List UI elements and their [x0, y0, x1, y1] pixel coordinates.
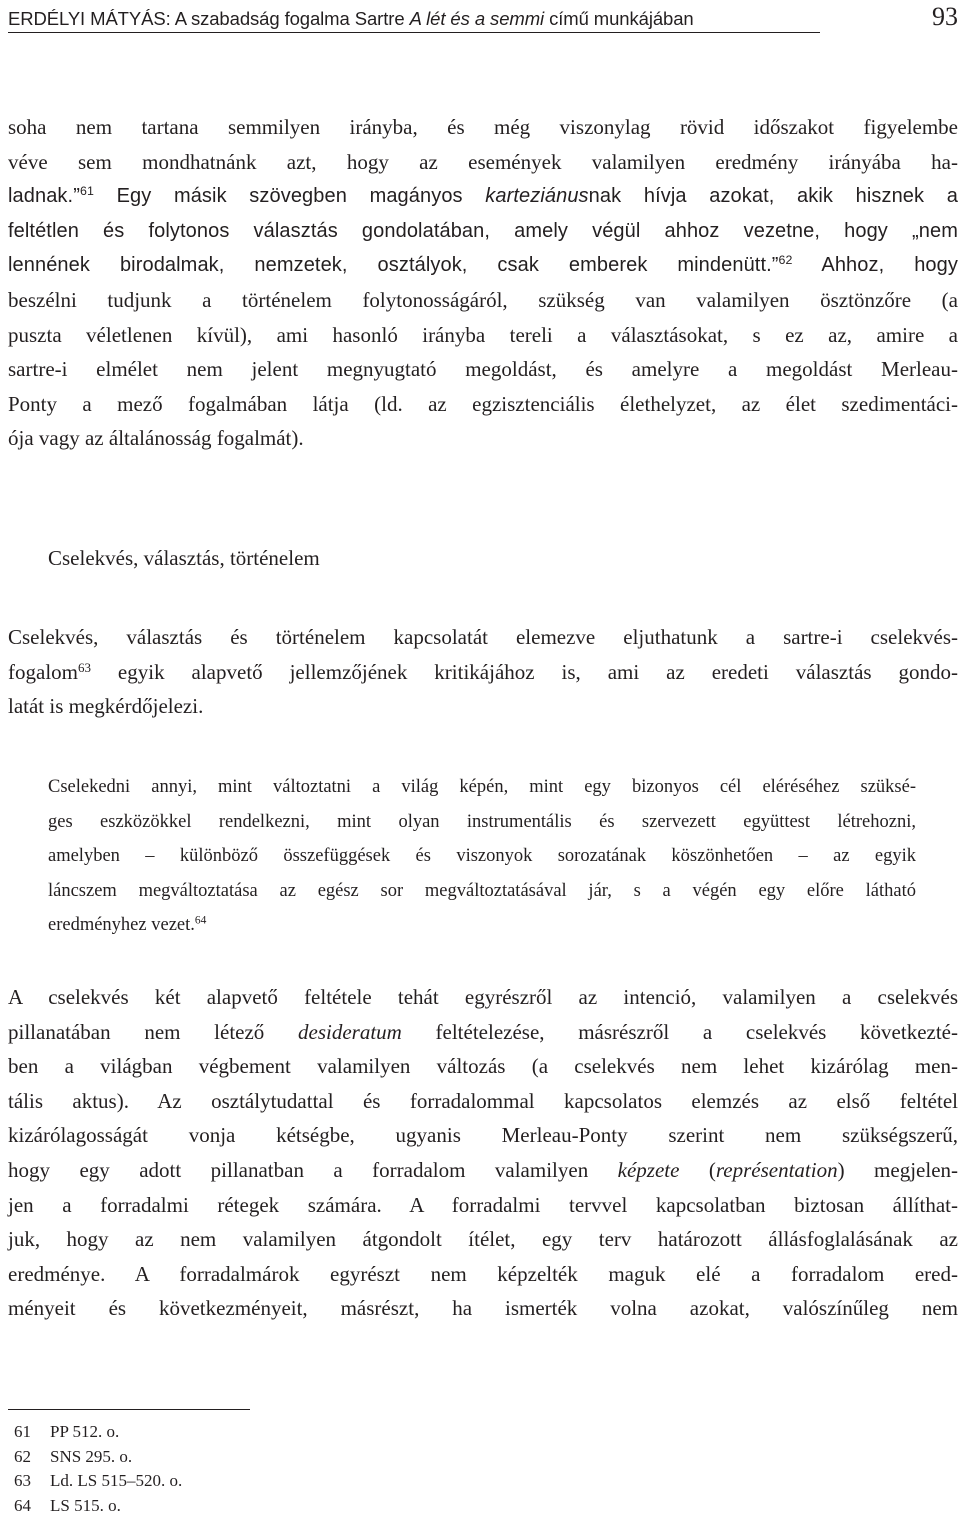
footnote — [14, 1494, 182, 1519]
text-line: A cselekvés két alapvető feltétele tehát egyrészről az intenció, valamilyen a cselekvés — [8, 985, 958, 1009]
text-line: pillanatában nem létező desideratum feltételezése, másrészről a cselekvés következté- — [8, 1019, 958, 1044]
paragraph-1 — [8, 110, 958, 456]
paragraph-2 — [8, 620, 958, 724]
text-line: véve sem mondhatnánk azt, hogy az események valamilyen eredmény irányába ha- — [8, 149, 958, 174]
quote-line: amelyben – különböző összefüggések és viszonyok sorozatának köszönhetően – az egyik — [48, 846, 916, 867]
quote-line: eredményhez vezet.$^{64}$ — [48, 915, 207, 936]
footnote-rule — [8, 1409, 250, 1410]
page-number: 93 — [932, 2, 958, 31]
quote-line: láncszem megváltoztatása az egész sor megváltoztatásával jár, s a végén egy előre látható — [48, 880, 916, 901]
footnote-number: 61 — [14, 1422, 31, 1441]
text-line: puszta véletlenen kívül), ami hasonló irányba tereli a választásokat, s ez az, amire a — [8, 322, 958, 347]
header-title-pre: A szabadság fogalma Sartre — [174, 8, 405, 29]
text-line: ladnak.”$^{61}$ Egy másik szövegben magányos karteziánusnak hívja azokat, akik hisznek a — [8, 184, 958, 208]
quote-line: ges eszközökkel rendelkezni, mint olyan instrumentális és szervezett együttest létrehozni, — [48, 811, 916, 832]
paragraph-3 — [8, 980, 958, 1326]
footnote-ref: 63 — [77, 659, 91, 675]
text-line: juk, hogy az nem valamilyen átgondolt ítélet, egy terv határozott állásfoglalásának az — [8, 1227, 958, 1252]
quote-line: Cselekedni annyi, mint változtatni a világ képén, mint egy bizonyos cél eléréséhez szüksé- — [48, 777, 916, 797]
text-line: ója vagy az általánosság fogalmát). — [8, 426, 304, 451]
text-line: ményeit és következményeit, másrészt, ha ismerték volna azokat, valószínűleg nem — [8, 1296, 958, 1321]
footnote-ref: 61 — [79, 184, 94, 199]
footnote-ref: 64 — [194, 915, 207, 928]
footnote-number: 62 — [14, 1446, 31, 1466]
header-title-italic: A lét és a semmi — [409, 8, 545, 29]
header-title — [8, 8, 694, 30]
running-header — [8, 2, 958, 32]
footnote-text: PP 512. o. — [50, 1422, 120, 1441]
footnote — [14, 1445, 182, 1470]
header-author: ERDÉLYI MÁTYÁS: — [8, 8, 171, 29]
text-line: feltétlen és folytonos választás gondolatában, amely végül ahhoz vezetne, hogy „nem — [8, 219, 958, 242]
text-line: kizárólagosságát vonja kétségbe, ugyanis Merleau-Ponty szerint nem szükségszerű, — [8, 1123, 958, 1148]
header-rule — [8, 32, 820, 33]
footnote-ref: 62 — [778, 253, 793, 268]
text-line: fogalom$^{63}$ egyik alapvető jellemzőjének kritikájához is, ami az eredeti választás gondo- — [8, 659, 958, 684]
text-line: ben a világban végbement valamilyen változás (a cselekvés nem lehet kizárólag men- — [8, 1054, 958, 1079]
text-line: tális aktus). Az osztálytudattal és forradalommal kapcsolatos elemzés az első feltétel — [8, 1088, 958, 1113]
text-line: beszélni tudjunk a történelem folytonosságáról, szükség van valamilyen ösztönzőre (a — [8, 287, 958, 312]
text-line: lennének birodalmak, nemzetek, osztályok, csak emberek mindenütt.”$^{62}$ Ahhoz, hogy — [8, 253, 958, 277]
section-heading: Cselekvés, választás, történelem — [48, 546, 320, 570]
text-line: soha nem tartana semmilyen irányba, és még viszonylag rövid időszakot figyelembe — [8, 115, 958, 139]
block-quote — [48, 770, 916, 943]
footnote-number: 64 — [14, 1495, 31, 1515]
header-title-post: című munkájában — [549, 8, 694, 29]
footnote-text: SNS 295. o. — [50, 1446, 133, 1466]
footnote — [14, 1420, 182, 1445]
text-line: latát is megkérdőjelezi. — [8, 694, 204, 719]
footnote-text: LS 515. o. — [50, 1495, 121, 1515]
footnote-text: Ld. LS 515–520. o. — [50, 1471, 183, 1490]
text-line: eredménye. A forradalmárok egyrészt nem képzelték maguk elé a forradalom ered- — [8, 1261, 958, 1286]
text-line: Cselekvés, választás és történelem kapcsolatát elemezve eljuthatunk a sartre-i cselekvés- — [8, 625, 958, 649]
footnote — [14, 1469, 182, 1494]
text-line: sartre-i elmélet nem jelent megnyugtató megoldást, és amelyre a megoldást Merleau- — [8, 357, 958, 382]
text-line: Ponty a mező fogalmában látja (ld. az egzisztenciális élethelyzet, az élet szedimentáci- — [8, 391, 958, 416]
text-line: jen a forradalmi rétegek számára. A forradalmi tervvel kapcsolatban biztosan állíthat- — [8, 1192, 958, 1217]
text-line: hogy egy adott pillanatban a forradalom valamilyen képzete (représentation) megjelen- — [8, 1157, 959, 1182]
footnote-number: 63 — [14, 1471, 31, 1490]
footnotes — [14, 1420, 182, 1518]
